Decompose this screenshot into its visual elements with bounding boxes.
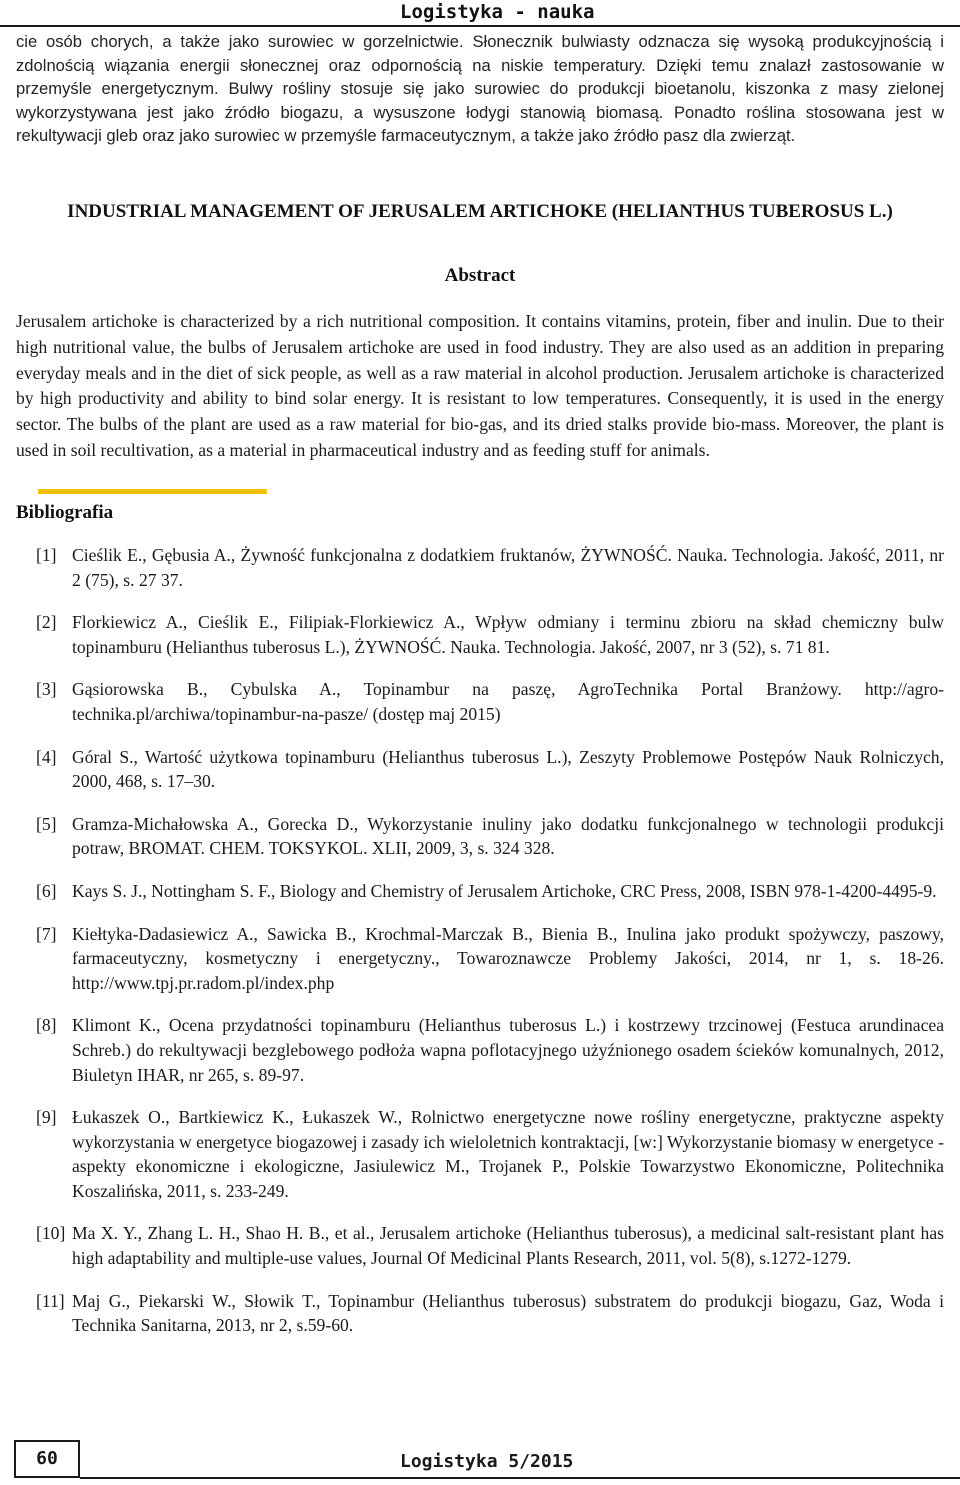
- reference-text: Ma X. Y., Zhang L. H., Shao H. B., et al., Jerusalem artichoke (Helianthus tuberosus), a medicinal salt-resistant plant has high adaptability and multiple-use values, Journal Of Medicinal Plants Research, 2011, vol. 5(8), s.1272-1279.: [72, 1223, 944, 1269]
- abstract-heading: Abstract: [444, 265, 516, 286]
- journal-issue: Logistyka 5/2015: [400, 1451, 574, 1472]
- reference-text: Klimont K., Ocena przydatności topinamburu (Helianthus tuberosus L.) i kostrzewy trzcinowej (Festuca arundinacea Schreb.) do rekultywacji bezglebowego podłoża wapna poflotacyjnego użyźnionego osadem ścieków komunalnych, 2012, Biuletyn IHAR, nr 265, s. 89-97.: [72, 1015, 944, 1085]
- reference-text: Gramza-Michałowska A., Gorecka D., Wykorzystanie inuliny jako dodatku funkcjonalnego w technologii produkcji potraw, BROMAT. CHEM. TOKSYKOL. XLII, 2009, 3, s. 324 328.: [72, 813, 944, 859]
- reference-text: Góral S., Wartość użytkowa topinamburu (Helianthus tuberosus L.), Zeszyty Problemowe Postępów Nauk Rolniczych, 2000, 468, s. 17–30.: [72, 746, 944, 792]
- reference-number: [7]: [36, 923, 57, 944]
- bibliography-item: [36, 1289, 944, 1338]
- reference-number: [5]: [36, 813, 57, 834]
- reference-text: Cieślik E., Gębusia A., Żywność funkcjonalna z dodatkiem fruktanów, ŻYWNOŚĆ. Nauka. Technologia. Jakość, 2011, nr 2 (75), s. 27 37.: [72, 545, 944, 590]
- bibliography-item: [36, 879, 944, 904]
- page-number: 60: [36, 1448, 58, 1469]
- bibliography-item: [36, 1105, 944, 1203]
- bibliography-item: [36, 677, 944, 726]
- bibliography-item: [36, 543, 944, 592]
- reference-text: Gąsiorowska B., Cybulska A., Topinambur na paszę, AgroTechnika Portal Branżowy. http://agro-technika.pl/archiwa/topinambur-na-pasze/ (dostęp maj 2015): [72, 679, 944, 724]
- reference-text: Maj G., Piekarski W., Słowik T., Topinambur (Helianthus tuberosus) substratem do produkcji biogazu, Gaz, Woda i Technika Sanitarna, 2013, nr 2, s.59-60.: [72, 1290, 944, 1336]
- english-title: INDUSTRIAL MANAGEMENT OF JERUSALEM ARTICHOKE (HELIANTHUS TUBEROSUS L.): [67, 201, 893, 222]
- page-number-box: [14, 1440, 80, 1478]
- reference-text: Łukaszek O., Bartkiewicz K., Łukaszek W., Rolnictwo energetyczne nowe rośliny energetyczne, praktyczne aspekty wykorzystania w energetyce biogazowej i zasady ich wieloletnich kontraktacji, [w:] Wykorzystanie biomasy w energetyce - aspekty ekonomiczne i ekologiczne, Jasiulewicz M., Trojanek P., Polskie Towarzystwo Ekonomiczne, Politechnika Koszalińska, 2011, s. 233-249.: [72, 1107, 944, 1201]
- journal-section-title: Logistyka - nauka: [400, 1, 595, 23]
- footer-rule: [80, 1477, 960, 1479]
- reference-text: Florkiewicz A., Cieślik E., Filipiak-Florkiewicz A., Wpływ odmiany i terminu zbioru na skład chemiczny bulw topinamburu (Helianthus tuberosus L.), ŻYWNOŚĆ. Nauka. Technologia. Jakość, 2007, nr 3 (52), s. 71 81.: [72, 612, 944, 657]
- reference-text: Kays S. J., Nottingham S. F., Biology and Chemistry of Jerusalem Artichoke, CRC Press, 2008, ISBN 978-1-4200-4495-9.: [72, 880, 937, 901]
- reference-number: [11]: [36, 1290, 65, 1311]
- reference-number: [3]: [36, 679, 57, 700]
- bibliography-item: [36, 1013, 944, 1087]
- bibliography-heading: Bibliografia: [16, 502, 114, 523]
- bibliography-item: [36, 1221, 944, 1270]
- reference-number: [9]: [36, 1107, 57, 1128]
- reference-number: [10]: [36, 1223, 66, 1244]
- reference-number: [8]: [36, 1015, 57, 1036]
- reference-number: [6]: [36, 880, 57, 901]
- reference-number: [4]: [36, 746, 57, 767]
- bibliography-list: [36, 543, 944, 1356]
- intro-paragraph: cie osób chorych, a także jako surowiec w gorzelnictwie. Słonecznik bulwiasty odznacza się wysoką produkcyjnością i zdolnością wiązania energii słonecznej oraz odpornością na niskie temperatury. Dzięki temu znalazł zastosowanie w przemyśle energetycznym. Bulwy rośliny stosuje się jako surowiec do produkcji bioetanolu, kiszonka z masy zielonej wykorzystywana jest jako źródło biogazu, a wysuszone łodygi stanowią biomasą. Ponadto roślina stosowana jest w rekultywacji gleb oraz jako surowiec w przemyśle farmaceutycznym, a także jako źródło pasz dla zwierząt.: [16, 32, 944, 146]
- page-header: [0, 0, 960, 27]
- bibliography-item: [36, 922, 944, 996]
- bibliography-item: [36, 812, 944, 861]
- accent-divider: [38, 489, 267, 494]
- reference-number: [2]: [36, 612, 57, 633]
- abstract-text: Jerusalem artichoke is characterized by a rich nutritional composition. It contains vitamins, protein, fiber and inulin. Due to their high nutritional value, the bulbs of Jerusalem artichoke are used in food industry. They are also used as an addition in preparing everyday meals and in the diet of sick people, as well as a raw material in alcohol production. Jerusalem artichoke is characterized by high productivity and ability to bind solar energy. It is resistant to low temperatures. Consequently, it is used in the energy sector. The bulbs of the plant are used as a raw material for bio-gas, and its dried stalks provide bio-mass. Moreover, the plant is used in soil recultivation, as a material in pharmaceutical industry and as feeding stuff for animals.: [16, 311, 944, 460]
- reference-text: Kiełtyka-Dadasiewicz A., Sawicka B., Krochmal-Marczak B., Bienia B., Inulina jako produkt spożywczy, paszowy, farmaceutyczny, kosmetyczny i energetyczny., Towaroznawcze Problemy Jakości, 2014, nr 1, s. 18-26. http://www.tpj.pr.radom.pl/index.php: [72, 923, 944, 993]
- reference-number: [1]: [36, 545, 57, 565]
- bibliography-item: [36, 745, 944, 794]
- bibliography-item: [36, 610, 944, 659]
